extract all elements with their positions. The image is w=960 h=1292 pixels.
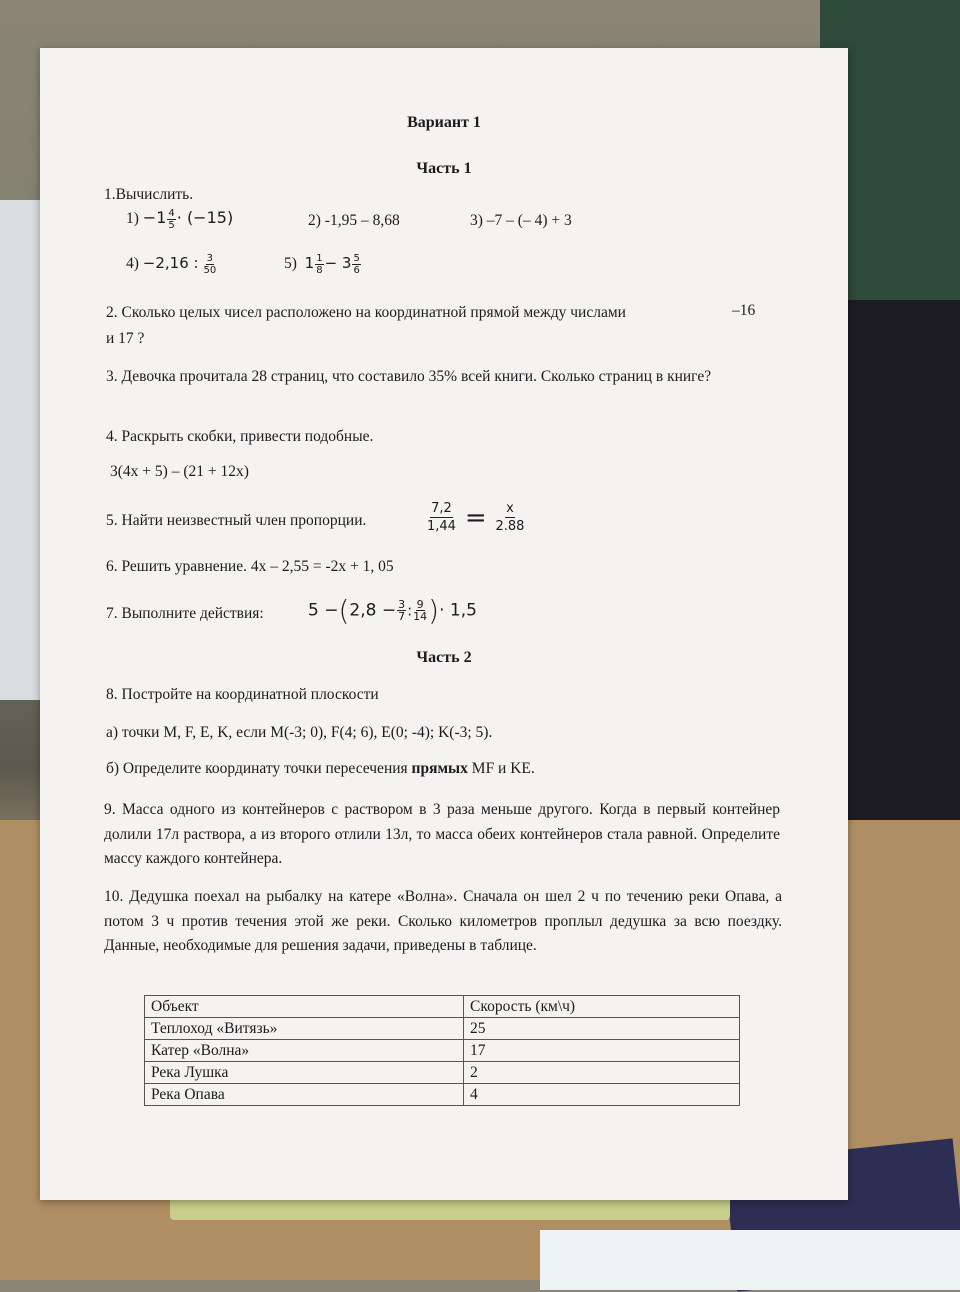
background-person: [830, 300, 960, 820]
q1-expr-3: 3) –7 – (– 4) + 3: [470, 212, 572, 229]
q7-expression: 5 −(2,8 − $\frac{3}{7}$ : $\frac{9}{14}$ )· 1,5: [308, 594, 477, 627]
q4-expression: 3(4x + 5) – (21 + 12x): [110, 463, 249, 480]
background-paper: [540, 1230, 960, 1290]
table-cell: Река Опава: [145, 1084, 464, 1106]
table-cell: 25: [464, 1018, 740, 1040]
table-row: [145, 1084, 740, 1106]
table-cell: 2: [464, 1062, 740, 1084]
q10-text: 10. Дедушка поехал на рыбалку на катере «Волна». Сначала он шел 2 ч по течению реки Опава, а потом 3 ч против течения этой же реки. Сколько километров проплыл дедушка за всю поездку. Данные, необходимые для решения задачи, приведены в таблице.: [104, 888, 782, 954]
q7-text: 7. Выполните действия:: [106, 605, 264, 622]
q4-text: 4. Раскрыть скобки, привести подобные.: [106, 428, 374, 445]
part2-heading: Часть 2: [416, 649, 472, 666]
table-header-cell: Скорость (км\ч): [464, 996, 740, 1018]
q1-expr-5: 5) 1 $\frac{1}{8}$ − 3 $\frac{5}{6}$: [284, 253, 360, 276]
table-cell: Теплоход «Витязь»: [145, 1018, 464, 1040]
q3-text: 3. Девочка прочитала 28 страниц, что составило 35% всей книги. Сколько страниц в книге?: [106, 368, 712, 385]
q2-line2: и 17 ?: [106, 330, 145, 347]
table-header-cell: Объект: [145, 996, 464, 1018]
table-row: [145, 1018, 740, 1040]
part1-heading: Часть 1: [416, 160, 472, 177]
variant-title: Вариант 1: [407, 114, 481, 131]
q8-part-b: б) Определите координату точки пересечения прямых MF и KE.: [106, 760, 535, 777]
q5-proportion: $\frac{7,2}{1,44}$ = $\frac{x}{2.88}$: [427, 501, 525, 534]
table-cell: 4: [464, 1084, 740, 1106]
table-row: [145, 1062, 740, 1084]
q1-heading: 1.Вычислить.: [104, 186, 194, 203]
q9-text: 9. Масса одного из контейнеров с раствором в 3 раза меньше другого. Когда в первый контейнер долили 17л раствора, а из второго отлили 13л, то масса обеих контейнеров стала равной. Определите массу каждого контейнера.: [104, 801, 780, 867]
table-cell: 17: [464, 1040, 740, 1062]
table-cell: Река Лушка: [145, 1062, 464, 1084]
q6-text: 6. Решить уравнение. 4x – 2,55 = -2x + 1, 05: [106, 558, 394, 575]
q1-expr-2: 2) -1,95 – 8,68: [308, 212, 400, 229]
q1-expr-4: 4) −2,16 : $\frac{3}{50}$: [126, 253, 217, 276]
q8-part-a: а) точки M, F, E, K, если M(-3; 0), F(4; 6), E(0; -4); K(-3; 5).: [106, 724, 493, 741]
q2-line1: 2. Сколько целых чисел расположено на координатной прямой между числами: [106, 304, 626, 321]
q8-text: 8. Постройте на координатной плоскости: [106, 686, 379, 703]
table-cell: Катер «Волна»: [145, 1040, 464, 1062]
q5-text: 5. Найти неизвестный член пропорции.: [106, 512, 367, 529]
q1-expr-1: 1) −1 $\frac{4}{5}$ · (−15): [126, 208, 234, 231]
table-row: [145, 1040, 740, 1062]
table-header-row: [145, 996, 740, 1018]
worksheet: [40, 48, 848, 1200]
q2-value: –16: [732, 302, 756, 319]
speed-table: [144, 995, 740, 1106]
